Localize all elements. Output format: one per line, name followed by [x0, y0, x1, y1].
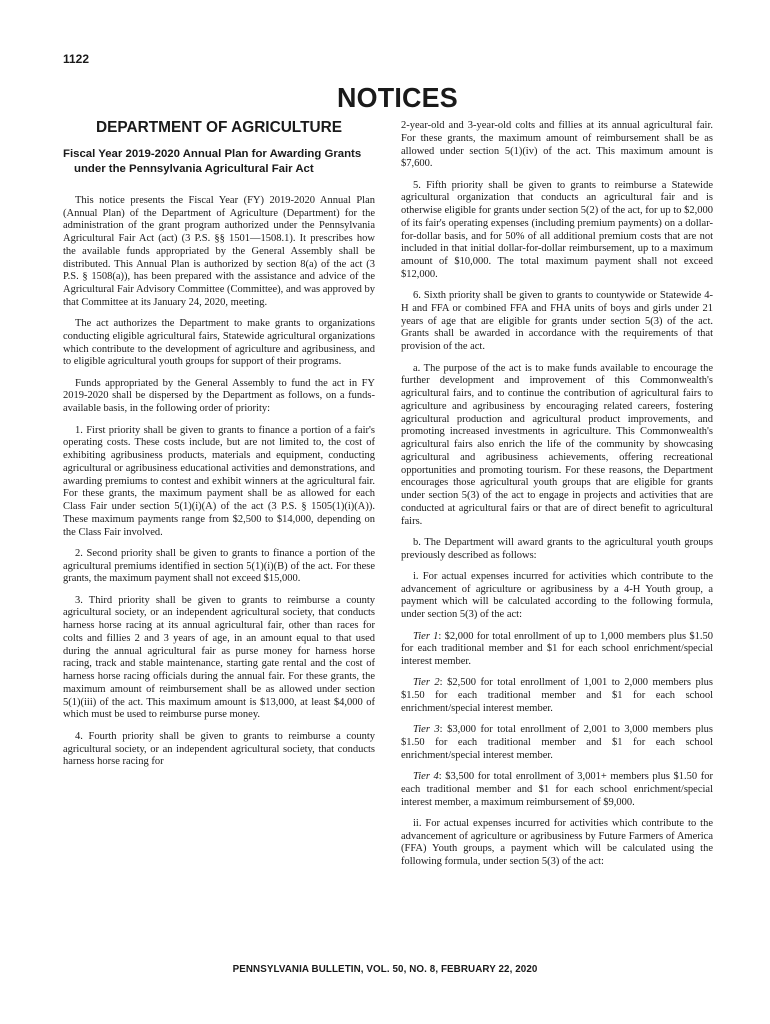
priority-paragraph: 2. Second priority shall be given to grants to finance a portion of the agricultural premiums identified in section 5(1)(i)(B) of the act. For these grants, the maximum payment shall not exceed $15,000. [63, 547, 375, 585]
tier-item [401, 677, 713, 715]
paragraph: The act authorizes the Department to make grants to organizations conducting eligible agricultural fairs, Statewide agricultural organizations which contribute to the development of agriculture and agribusiness, and to eligible agricultural youth groups for support of their programs. [63, 318, 375, 368]
paragraph: This notice presents the Fiscal Year (FY) 2019-2020 Annual Plan (Annual Plan) of the Department of Agriculture (Department) for the administration of the grant program authorized under the Pennsylvania Agricultural Fair Act (act) (3 P.S. §§ 1501—1508.1). It prescribes how the available funds appropriated by the General Assembly shall be distributed. This Annual Plan is authorized by section 8(a) of the act (3 P.S. § 1508(a)), has been prepared with the assistance and advice of the Agricultural Fair Advisory Committee (Committee), and was approved by that Committee at its January 24, 2020, meeting. [63, 194, 375, 308]
priority-paragraph: 5. Fifth priority shall be given to grants to reimburse a Statewide agricultural organization that conducts an agricultural fair and is otherwise eligible for grants under section 5(2) of the act, for up to $2,000 of its fair's operating expenses (including premium payments) on a dollar-for-dollar basis, and for 50% of all additional premium costs that are not included in that initial dollar-for-dollar reimbursement, up to a maximum amount of $10,000. The total maximum payment shall not exceed $12,000. [401, 179, 713, 280]
tier-item [401, 631, 713, 669]
page-footer: PENNSYLVANIA BULLETIN, VOL. 50, NO. 8, FEBRUARY 22, 2020 [232, 964, 538, 975]
tier-text: : $3,500 for total enrollment of 3,001+ members plus $1.50 for each traditional member and $1 for each school enrichment/special interest member, a maximum reimbursement of $9,000. [401, 771, 713, 808]
paragraph: a. The purpose of the act is to make funds available to encourage the further development and improvement of this Commonwealth's agricultural fairs, and to continue the contribution of agricultural fairs to agriculture and agribusiness by encouraging related careers, fostering agricultural production and agricultural product improvements, and promoting increased investments in agriculture. This Commonwealth's agricultural fairs also enrich the life of the community by showcasing agricultural and agribusiness achievements, offering recreational opportunities and promoting tourism. For these reasons, the Department encourages those agricultural youth groups that are eligible for grants under section 5(3) of the act to engage in projects and activities that are conducted at agricultural fairs or that are of direct benefit to agricultural fairs. [401, 362, 713, 527]
priority-paragraph: 6. Sixth priority shall be given to grants to countywide or Statewide 4-H and FFA or combined FFA and FHA units of boys and girls under 21 years of age that are eligible for grants under section 5(3) of the act. Grants shall be awarded in accordance with the requirements of that provision of the act. [401, 290, 713, 353]
tier-label: Tier 2 [413, 677, 440, 689]
tier-label: Tier 4 [413, 771, 439, 783]
tier-item [401, 771, 713, 809]
priority-paragraph: 3. Third priority shall be given to grants to reimburse a county agricultural society, or an independent agricultural society, that conducts harness horse racing at its annual agricultural fair, other than races for colts and fillies 2 and 3 years of age, in an amount equal to that used during the annual agricultural fair as purse money for harness horse racing, track and stable maintenance, starting gate rental and the cost of harness horse racing officials during the annual fair. For these grants, the maximum amount of reimbursement shall be as allowed under section 5(1)(iii) of the act. This maximum amount is $13,000, at least $4,000 of which must be used to reimburse purse money. [63, 594, 375, 721]
paragraph: Funds appropriated by the General Assembly to fund the act in FY 2019-2020 shall be dispersed by the Department as follows, on a funds-available basis, in the following order of priority: [63, 377, 375, 415]
paragraph: b. The Department will award grants to the agricultural youth groups previously described as follows: [401, 536, 713, 561]
tier-text: : $2,500 for total enrollment of 1,001 to 2,000 members plus $1.50 for each traditional member and $1 for each school enrichment/special interest member. [401, 677, 713, 714]
page-number: 1122 [63, 52, 90, 66]
tier-text: : $3,000 for total enrollment of 2,001 to 3,000 members plus $1.50 for each traditional member and $1 for each school enrichment/special interest member. [401, 724, 713, 761]
tier-label: Tier 3 [413, 724, 440, 736]
tier-label: Tier 1 [413, 630, 439, 642]
tier-item [401, 724, 713, 762]
left-column [63, 120, 375, 778]
notice-title: Fiscal Year 2019-2020 Annual Plan for Awarding Grants under the Pennsylvania Agricultural Fair Act [63, 147, 362, 176]
paragraph: i. For actual expenses incurred for activities which contribute to the advancement of agriculture or agribusiness by a 4-H Youth group, a payment which will be calculated according to the following formula, under section 5(3) of the act: [401, 570, 713, 621]
priority-paragraph: 4. Fourth priority shall be given to grants to reimburse a county agricultural society, or an independent agricultural society, that conducts harness horse racing for [63, 730, 375, 768]
department-title: DEPARTMENT OF AGRICULTURE [96, 119, 342, 136]
tier-text: : $2,000 for total enrollment of up to 1,000 members plus $1.50 for each traditional member and $1 for each school enrichment/special interest member. [401, 630, 713, 668]
section-heading: NOTICES [337, 82, 458, 113]
priority-paragraph: 1. First priority shall be given to grants to finance a portion of a fair's operating costs. These costs include, but are not limited to, the cost of exhibiting agribusiness products, materials and equipment, conducting agricultural or agribusiness educational activities and demonstrations, and awarding premiums to contest and exhibit winners at the agricultural fair. For these grants, the maximum payment shall be as allowed for each Class Fair under section 5(1)(i)(A) of the act (3 P.S. § 1505(1)(i)(A)). These maximum payments range from $2,500 to $14,000, depending on the Class Fair involved. [63, 424, 375, 538]
paragraph: 2-year-old and 3-year-old colts and fillies at its annual agricultural fair. For these grants, the maximum amount of reimbursement shall be as allowed under section 5(1)(iv) of the act. This maximum amount is $7,600. [401, 120, 713, 170]
right-column [401, 120, 713, 878]
paragraph: ii. For actual expenses incurred for activities which contribute to the advancement of agriculture or agribusiness by Future Farmers of America (FFA) Youth groups, a payment which will be calculated using the following formula, under section 5(3) of the act: [401, 817, 713, 868]
